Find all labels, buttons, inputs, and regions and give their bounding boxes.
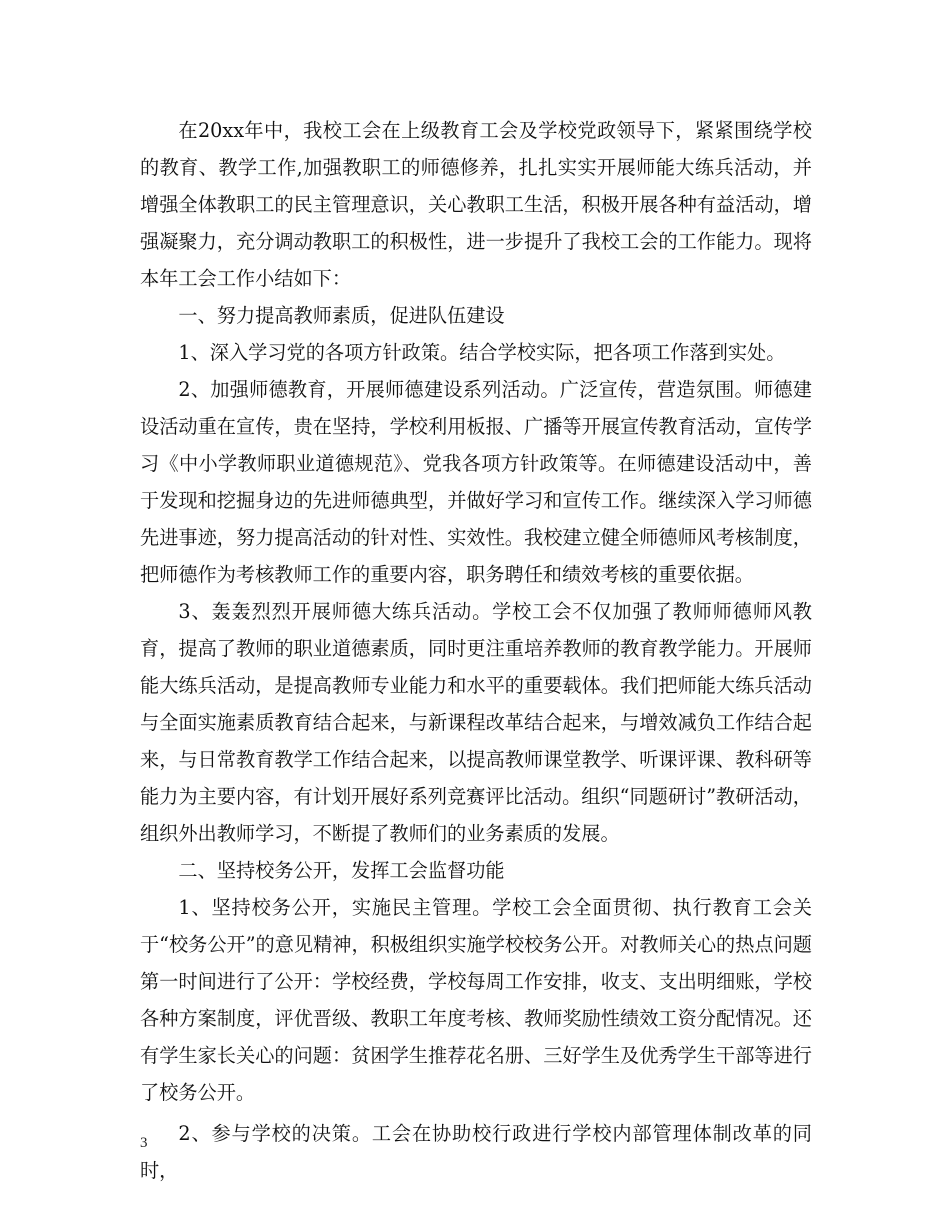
- item-2-2-paragraph: 2、参与学校的决策。工会在协助校行政进行学校内部管理体制改革的同时，: [140, 1122, 812, 1182]
- section-heading-2: 二、坚持校务公开，发挥工会监督功能: [178, 859, 505, 882]
- document-body: [140, 112, 812, 1189]
- item-1-3-paragraph: 3、轰轰烈烈开展师德大练兵活动。学校工会不仅加强了教师师德师风教育，提高了教师的职业道德素质，同时更注重培养教师的教育教学能力。开展师能大练兵活动，是提高教师专业能力和水平的重要载体。我们把师能大练兵活动与全面实施素质教育结合起来，与新课程改革结合起来，与增效减负工作结合起来，与日常教育教学工作结合起来，以提高教师课堂教学、听课评课、教科研等能力为主要内容，有计划开展好系列竞赛评比活动。组织“同题研讨”教研活动，组织外出教师学习，不断提了教师们的业务素质的发展。: [140, 600, 812, 845]
- section-heading-1: 一、努力提高教师素质，促进队伍建设: [178, 304, 505, 327]
- intro-paragraph: 在20xx年中，我校工会在上级教育工会及学校党政领导下，紧紧围绕学校的教育、教学工作,加强教职工的师德修养，扎扎实实开展师能大练兵活动，并增强全体教职工的民主管理意识，关心教职工生活，积极开展各种有益活动，增强凝聚力，充分调动教职工的积极性，进一步提升了我校工会的工作能力。现将本年工会工作小结如下：: [140, 119, 812, 290]
- item-2-1-paragraph: 1、坚持校务公开，实施民主管理。学校工会全面贯彻、执行教育工会关于“校务公开”的意见精神，积极组织实施学校校务公开。对教师关心的热点问题第一时间进行了公开：学校经费，学校每周工作安排，收支、支出明细账，学校各种方案制度，评优晋级、教职工年度考核、教师奖励性绩效工资分配情况。还有学生家长关心的问题：贫困学生推荐花名册、三好学生及优秀学生干部等进行了校务公开。: [140, 896, 812, 1104]
- item-1-2-paragraph: 2、加强师德教育，开展师德建设系列活动。广泛宣传，营造氛围。师德建设活动重在宣传，贵在坚持，学校利用板报、广播等开展宣传教育活动，宣传学习《中小学教师职业道德规范》、党我各项方针政策等。在师德建设活动中，善于发现和挖掘身边的先进师德典型，并做好学习和宣传工作。继续深入学习师德先进事迹，努力提高活动的针对性、实效性。我校建立健全师德师风考核制度，把师德作为考核教师工作的重要内容，职务聘任和绩效考核的重要依据。: [140, 378, 812, 586]
- item-1-1-paragraph: 1、深入学习党的各项方针政策。结合学校实际，把各项工作落到实处。: [178, 341, 786, 364]
- page-number: 3: [140, 1135, 148, 1151]
